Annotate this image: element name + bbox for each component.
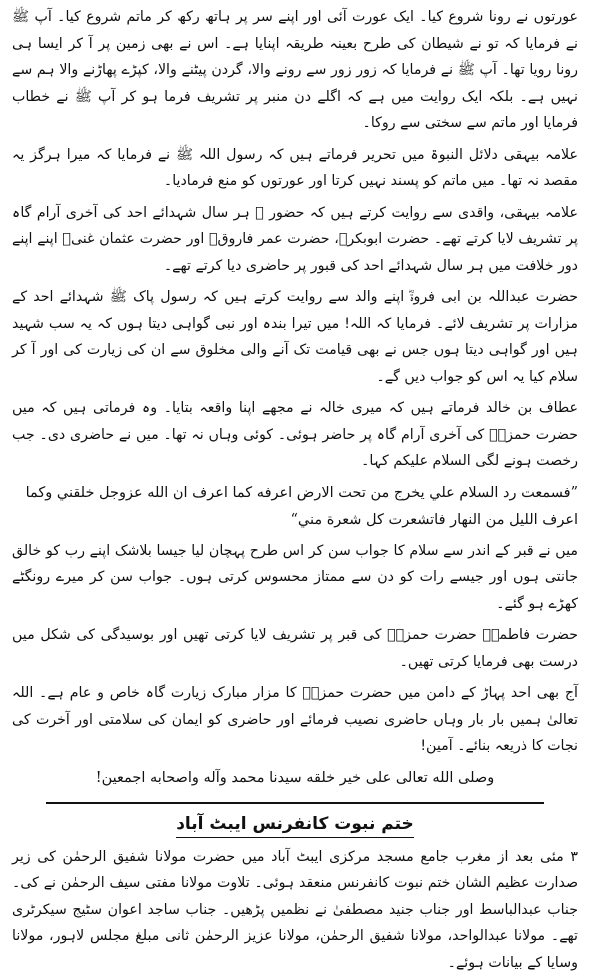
paragraph-conference-report: ۳ مئی بعد از مغرب جامع مسجد مرکزی ایبٹ آباد میں حضرت مولانا شفیق الرحمٰن کی زیر صدارت عظیم الشان ختم نبوت کانفرنس منعقد ہوئی۔ تلاوت مولانا مفتی سیف الرحمٰن نے کی۔ جناب عبدالباسط اور جناب جنید مصطفیٰ نے نظمیں پڑھیں۔ جناب ساجد اعوان سٹیج سیکرٹری تھے۔ مولانا عبدالواحد، مولانا شفیق الرحمٰن، مولانا عزیز الرحمٰن ثانی مبلغ مجلس لاہور، مولانا وسایا کے بیانات ہوئے۔ [12,844,578,976]
closing-salutation: وصلى الله تعالى على خير خلقه سيدنا محمد وآله واصحابه اجمعين! [12,765,578,792]
paragraph-abdullah-narration: حضرت عبداللہ بن ابی فروۃؓ اپنے والد سے روایت کرتے ہیں کہ رسول پاک ﷺ شہدائے احد کے مزارات پر تشریف لائے۔ فرمایا کہ اللہ! میں تیرا بندہ اور نبی گواہی دیتا ہوں کہ یہ سب شہید ہیں اور گواہی دیتا ہوں جس نے بھی قیامت تک آنے والی مخلوق سے ان کی زیارت کی اور آ کر سلام کیا یہ اس کو جواب دیں گے۔ [12,284,578,390]
paragraph-attaf-narration: عطاف بن خالد فرماتے ہیں کہ میری خالہ نے مجھے اپنا واقعہ بتایا۔ وہ فرماتی ہیں کہ میں حضرت حمزہؓ کی آخری آرام گاہ پر حاضر ہوئی۔ کوئی وہاں نہ تھا۔ میں نے حاضری دی۔ جب رخصت ہونے لگی السلام علیکم کہا۔ [12,395,578,475]
arabic-quotation: ”فسمعت رد السلام علي يخرج من تحت الارض اعرفه كما اعرف ان الله عزوجل خلقني وكما اعرف الليل من النهار فاتشعرت كل شعرة مني“ [12,480,578,534]
paragraph-baihaqi-dalail: علامہ بیہقی دلائل النبوۃ میں تحریر فرماتے ہیں کہ رسول اللہ ﷺ نے فرمایا کہ میرا ہرگز یہ مقصد نہ تھا۔ میں ماتم کو پسند نہیں کرتا اور عورتوں کو منع فرمادیا۔ [12,142,578,195]
section-divider [46,802,544,804]
section-heading [12,812,578,836]
paragraph-prayer: آج بھی احد پہاڑ کے دامن میں حضرت حمزہؓ کا مزار مبارک زیارت گاہ خاص و عام ہے۔ اللہ تعالیٰ ہمیں بار بار وہاں حاضری نصیب فرمائے اور حاضری کو ایمان کی سلامتی اور آخرت کی نجات کا ذریعہ بنائے۔ آمین! [12,680,578,760]
paragraph-fatima-visits: حضرت فاطمہؓ حضرت حمزہؓ کی قبر پر تشریف لایا کرتی تھیں اور بوسیدگی کی شکل میں درست بھی فرمایا کرتی تھیں۔ [12,622,578,675]
paragraph-reply-heard: میں نے قبر کے اندر سے سلام کا جواب سن کر اس طرح پہچان لیا جیسا بلاشک اپنے رب کو خالق جانتی ہوں اور جیسے رات کو دن سے ممتاز محسوس کرتی ہوں۔ جواب سن کر میرے رونگٹے کھڑے ہو گئے۔ [12,538,578,618]
paragraph-mourning: عورتوں نے رونا شروع کیا۔ ایک عورت آئی اور اپنے سر پر ہاتھ رکھ کر ماتم شروع کیا۔ آپ ﷺ نے فرمایا کہ تو نے شیطان کی طرح بعینہ طریقہ اپنایا ہے۔ اس نے بھی زمین پر آ کر ایسا ہی رونا رویا تھا۔ آپ ﷺ نے فرمایا کہ زور زور سے رونے والا، گردن پیٹنے والا، کپڑے پھاڑنے والا ہم سے نہیں ہے۔ بلکہ ایک روایت میں ہے کہ اگلے دن منبر پر تشریف فرما ہو کر آپ ﷺ نے خطاب فرمایا اور ماتم سے سختی سے روکا۔ [12,4,578,137]
section-heading-text: ختم نبوت کانفرنس ایبٹ آباد [176,814,414,838]
paragraph-uhud-visits: علامہ بیہقی، واقدی سے روایت کرتے ہیں کہ حضور ﷺ ہر سال شہدائے احد کی آخری آرام گاہ پر تشریف لایا کرتے تھے۔ حضرت ابوبکرؓ، حضرت عمر فاروقؓ اور حضرت عثمان غنیؓ اپنے اپنے دور خلافت میں ہر سال شہدائے احد کی قبور پر حاضری دیا کرتے تھے۔ [12,200,578,280]
